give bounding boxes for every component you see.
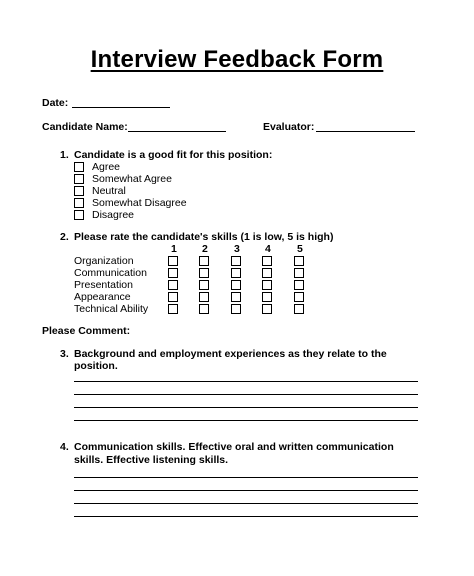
rating-checkbox-technical-ability-4[interactable] xyxy=(262,304,272,314)
rating-checkbox-organization-1[interactable] xyxy=(168,256,178,266)
rating-checkbox-communication-1[interactable] xyxy=(168,268,178,278)
scale-label-1: 1 xyxy=(171,243,177,255)
question-4-number: 4. xyxy=(60,441,69,453)
question-1-text: Candidate is a good fit for this position: xyxy=(74,149,273,161)
question-4-text-line-1: Communication skills. Effective oral and written communication xyxy=(74,441,394,453)
option-disagree-label: Disagree xyxy=(92,209,135,221)
rating-checkbox-appearance-2[interactable] xyxy=(199,292,209,302)
answer-3-line-4[interactable] xyxy=(74,420,418,421)
rating-checkbox-organization-4[interactable] xyxy=(262,256,272,266)
rating-checkbox-technical-ability-3[interactable] xyxy=(231,304,241,314)
answer-4-line-4[interactable] xyxy=(74,516,418,517)
rating-checkbox-presentation-5[interactable] xyxy=(294,280,304,290)
skill-label-communication: Communication xyxy=(74,267,147,279)
skill-label-technical-ability: Technical Ability xyxy=(74,303,149,315)
rating-checkbox-communication-4[interactable] xyxy=(262,268,272,278)
question-1-number: 1. xyxy=(60,149,69,161)
checkbox-somewhat-agree[interactable] xyxy=(74,174,84,184)
checkbox-disagree[interactable] xyxy=(74,210,84,220)
answer-4-line-1[interactable] xyxy=(74,477,418,478)
answer-3-line-3[interactable] xyxy=(74,407,418,408)
skill-label-appearance: Appearance xyxy=(74,291,131,303)
date-label: Date: xyxy=(42,97,69,109)
rating-checkbox-appearance-4[interactable] xyxy=(262,292,272,302)
question-3-number: 3. xyxy=(60,348,69,360)
option-somewhat-disagree-label: Somewhat Disagree xyxy=(92,197,187,209)
please-comment-label: Please Comment: xyxy=(42,325,131,337)
answer-3-line-1[interactable] xyxy=(74,381,418,382)
rating-checkbox-appearance-1[interactable] xyxy=(168,292,178,302)
rating-checkbox-communication-3[interactable] xyxy=(231,268,241,278)
scale-label-3: 3 xyxy=(234,243,240,255)
scale-label-2: 2 xyxy=(202,243,208,255)
rating-checkbox-presentation-4[interactable] xyxy=(262,280,272,290)
question-4-text-line-2: skills. Effective listening skills. xyxy=(74,454,229,466)
scale-label-5: 5 xyxy=(297,243,303,255)
candidate-name-field[interactable] xyxy=(128,131,226,132)
option-agree-label: Agree xyxy=(92,161,121,173)
option-somewhat-agree-label: Somewhat Agree xyxy=(92,173,172,185)
page-title: Interview Feedback Form xyxy=(90,46,384,73)
option-neutral-label: Neutral xyxy=(92,185,126,197)
rating-checkbox-communication-2[interactable] xyxy=(199,268,209,278)
rating-checkbox-appearance-3[interactable] xyxy=(231,292,241,302)
answer-4-line-3[interactable] xyxy=(74,503,418,504)
date-field[interactable] xyxy=(72,107,170,108)
question-2-text: Please rate the candidate's skills (1 is low, 5 is high) xyxy=(74,231,334,243)
skill-label-organization: Organization xyxy=(74,255,134,267)
answer-3-line-2[interactable] xyxy=(74,394,418,395)
rating-checkbox-organization-2[interactable] xyxy=(199,256,209,266)
checkbox-neutral[interactable] xyxy=(74,186,84,196)
rating-checkbox-organization-5[interactable] xyxy=(294,256,304,266)
question-3-text-line-1: Background and employment experiences as they relate to the xyxy=(74,348,387,360)
rating-checkbox-presentation-2[interactable] xyxy=(199,280,209,290)
answer-4-line-2[interactable] xyxy=(74,490,418,491)
candidate-name-label: Candidate Name: xyxy=(42,121,128,133)
checkbox-agree[interactable] xyxy=(74,162,84,172)
evaluator-field[interactable] xyxy=(316,131,415,132)
question-3-text-line-2: position. xyxy=(74,360,118,372)
evaluator-label: Evaluator: xyxy=(263,121,315,133)
skill-label-presentation: Presentation xyxy=(74,279,133,291)
rating-checkbox-technical-ability-5[interactable] xyxy=(294,304,304,314)
rating-checkbox-technical-ability-1[interactable] xyxy=(168,304,178,314)
scale-label-4: 4 xyxy=(265,243,271,255)
rating-checkbox-presentation-1[interactable] xyxy=(168,280,178,290)
rating-checkbox-organization-3[interactable] xyxy=(231,256,241,266)
checkbox-somewhat-disagree[interactable] xyxy=(74,198,84,208)
question-2-number: 2. xyxy=(60,231,69,243)
rating-checkbox-appearance-5[interactable] xyxy=(294,292,304,302)
rating-checkbox-technical-ability-2[interactable] xyxy=(199,304,209,314)
rating-checkbox-communication-5[interactable] xyxy=(294,268,304,278)
rating-checkbox-presentation-3[interactable] xyxy=(231,280,241,290)
